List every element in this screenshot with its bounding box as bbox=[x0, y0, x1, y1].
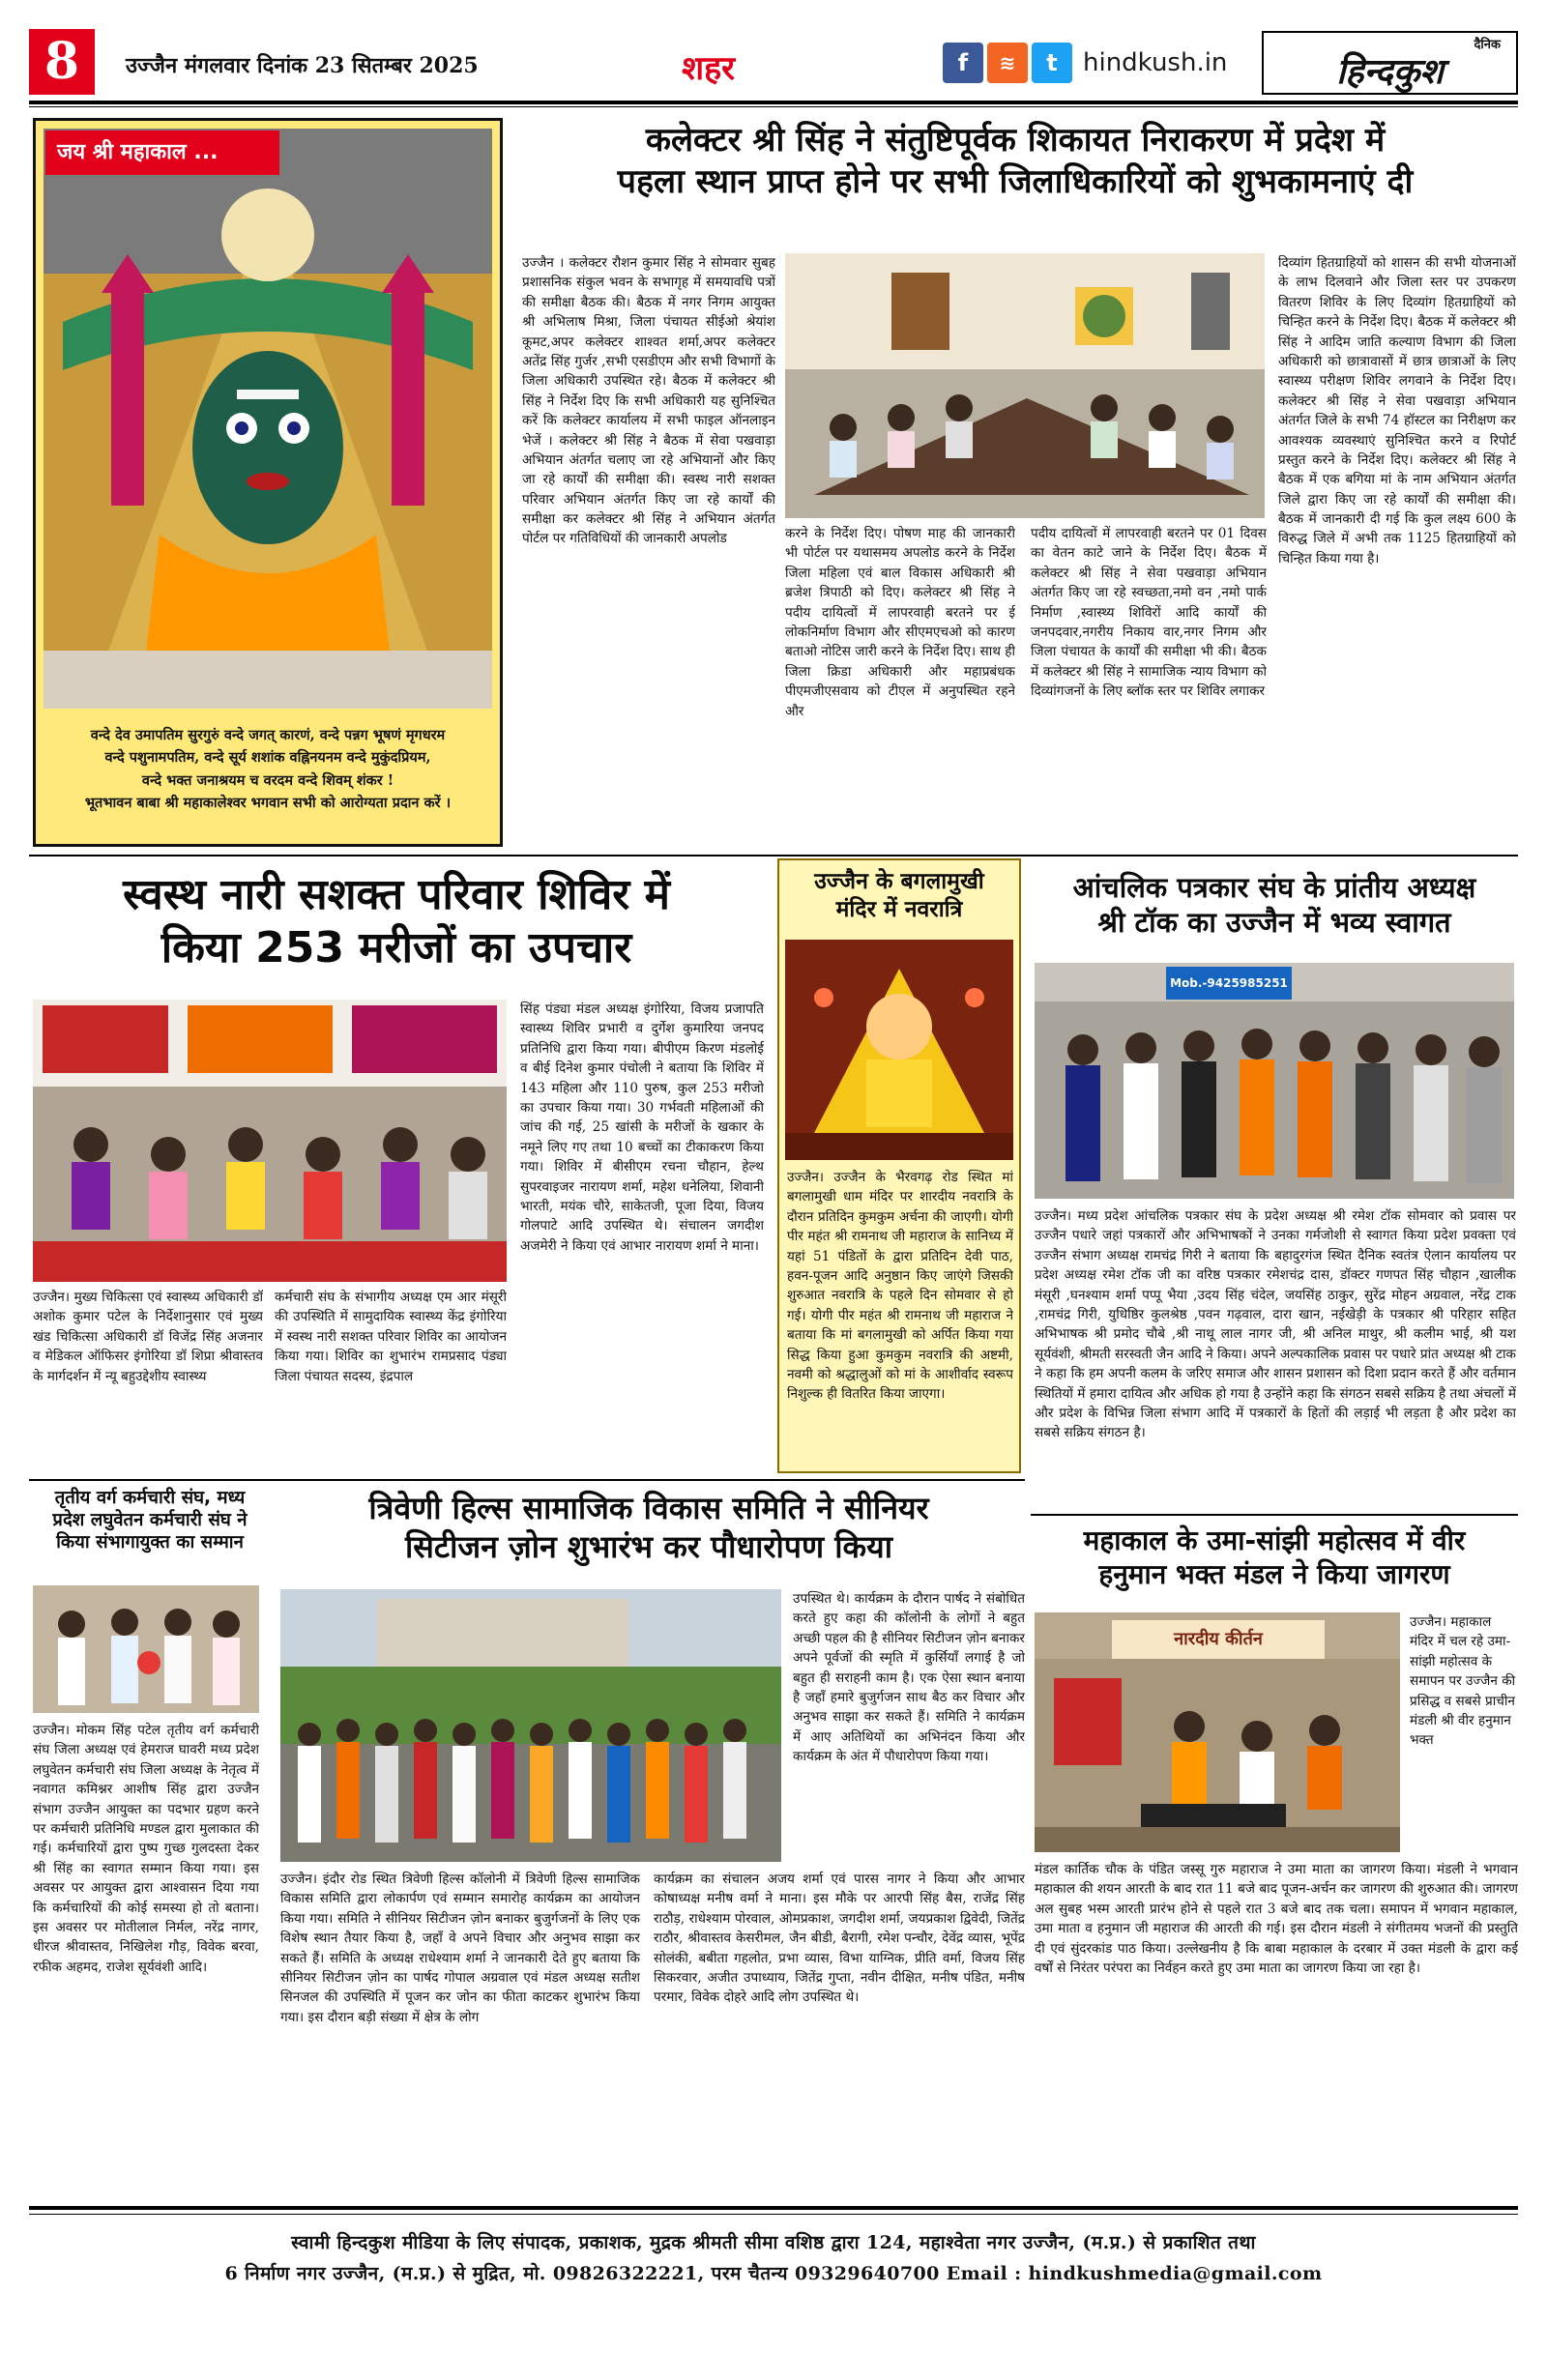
facebook-icon[interactable]: f bbox=[943, 43, 983, 83]
twitter-icon[interactable]: t bbox=[1032, 43, 1072, 83]
camp-headline-line-1: स्वस्थ नारी सशक्त परिवार शिविर में bbox=[123, 870, 670, 919]
triveni-column-1: उज्जैन। इंदौर रोड स्थित त्रिवेणी हिल्स कॉलोनी में त्रिवेणी हिल्स सामाजिक विकास समिति द्वारा लोकार्पण एवं सम्मान समारोह कार्यक्रम का आयोजन किया गया। समिति ने सीनियर सिटीजन ज़ोन बनाकर बुजुर्गजनों के लिए एक विशेष स्थान तैयार किया है, जहाँ वे अपने विचार और अनुभव साझा कर सकते हैं। समिति के अध्यक्ष राधेश्याम शर्मा ने जानकारी देते हुए बताया कि सीनियर सिटीजन ज़ोन का पार्षद गोपाल अग्रवाल एवं मंडल अध्यक्ष सतीश सिनजल की उपस्थिति में पूजन कर जोन का फीता काटकर शुभारंभ किया गया। इस दौरान बड़ी संख्या में क्षेत्र के लोग bbox=[280, 1872, 640, 2025]
triveni-group-illustration bbox=[280, 1589, 781, 1862]
mahakal-shringar-photo bbox=[44, 129, 492, 709]
imprint-line-1: स्वामी हिन्दकुश मीडिया के लिए संपादक, प्रकाशक, मुद्रक श्रीमती सीमा वशिष्ठ द्वारा 124, महाश्वेता नगर उज्जैन, (म.प्र.) से प्रकाशित तथा bbox=[291, 2232, 1256, 2253]
masthead-rule bbox=[29, 101, 1518, 104]
shloka-line-1: वन्दे देव उमापतिम सुरगुरुं वन्दे जगत् कारणं, वन्दे पन्नग भूषणं मृगधरम bbox=[90, 727, 446, 743]
shloka-line-3: वन्दे भक्त जनाश्रयम च वरदम वन्दे शिवम् शंकर ! bbox=[141, 771, 394, 789]
mahakal-darshan-panel bbox=[33, 118, 503, 847]
employees-body: उज्जैन। मोकम सिंह पटेल तृतीय वर्ग कर्मचारी संघ जिला अध्यक्ष एवं हेमराज घावरी मध्य प्रदेश लघुवेतन कर्मचारी संघ जिला अध्यक्ष के नेतृत्व में नवागत कमिश्नर आशीष सिंह द्वारा उज्जैन संभाग उज्जैन आयुक्त का पदभार ग्रहण करने पर कर्मचारी प्रतिनिधि मण्डल द्वारा मुलाकात की गई। कर्मचारियों द्वारा पुष्प गुच्छ गुलदस्ता देकर श्री सिंह का स्वागत सम्मान किया गया। इस अवसर पर आयुक्त द्वारा आश्वासन दिया गया कि कर्मचारियों की कोई समस्या हो तो बताना। इस अवसर पर मोतीलाल निर्मल, नरेंद्र नागर, धीरज श्रीवास्तव, निखिलेश गौड़, विवेक बरवा, रफीक अहमद, राजेश सूर्यवंशी आदि। bbox=[33, 1723, 259, 1975]
jagaran-banner: नारदीय कीर्तन bbox=[1112, 1620, 1325, 1659]
mahakal-side-column: उज्जैन। महाकाल मंदिर में चल रहे उमा-सांझी महोत्सव के समापन पर उज्जैन की प्रसिद्ध व सबसे प्राचीन मंडली श्री वीर हनुमान भक्त bbox=[1410, 1614, 1516, 1749]
mahakal-body: मंडल कार्तिक चौक के पंडित जस्सू गुरु महाराज ने उमा माता का जागरण किया। मंडली ने भगवान महाकाल की शयन आरती के बाद रात 11 बजे बाद पूजन-अर्चन कर जागरण की शुरुआत की। जागरण अल सुबह भस्म आरती प्रारंभ होने से पहले रात 3 बजे बाद तक चला। समापन में भगवान महाकाल, उमा माता व हनुमान जी महाराज की आरती की गई। इस दौरान मंडली ने संगीतमय भजनों की प्रस्तुति दी एवं सुंदरकांड पाठ किया। उल्लेखनीय है कि बाबा महाकाल के दरबार में उक्त मंडली के द्वारा कई वर्षों से निरंतर परंपरा का निर्वहन करते हुए उमा माता का जागरण किया जा रहा है। bbox=[1035, 1862, 1518, 1976]
camp-column-3: सिंह पंड्या मंडल अध्यक्ष इंगोरिया, विजय प्रजापति स्वास्थ्य शिविर प्रभारी व दुर्गेश कुमारिया जनपद प्रतिनिधि द्वारा किया गया। बीपीएम किरण मंडलोई व बीई दिनेश कुमार पंचोली ने बताया कि शिविर में 143 महिला और 110 पुरुष, कुल 253 मरीजो का उपचार किया गया। 30 गर्भवती महिलाओं की जांच की गई, 25 खांसी के मरीजों के खकार के नमूने लिए गए तथा 10 बच्चों का टीकाकरण किया गया। शिविर में बीसीएम रचना चौहान, हेल्थ सुपरवाइजर नारायण शर्मा, महेश धनेलिया, शिवानी भारती, मयंक चौरे, साकेतजी, पूजा दिया, विजय गोलपाटे आदि उपस्थित थे। संचालन जगदीश अजमेरी ने किया एवं आभार नारायण शर्मा ने माना। bbox=[520, 1001, 764, 1254]
jagaran-illustration bbox=[1035, 1659, 1400, 1852]
press-group-illustration bbox=[1035, 1001, 1514, 1199]
mahakal-headline-line-1: महाकाल के उमा-सांझी महोत्सव में वीर bbox=[1083, 1524, 1466, 1556]
masthead-rule-thin bbox=[29, 106, 1518, 107]
mahakal-shringar-illustration bbox=[44, 129, 492, 709]
camp-headline-line-2: किया 253 मरीजों का उपचार bbox=[161, 923, 632, 972]
shloka-line-4: भूतभावन बाबा श्री महाकालेश्वर भगवान सभी को आरोग्यता प्रदान करें । bbox=[84, 795, 452, 812]
health-camp-photo bbox=[33, 1000, 507, 1282]
section-rule-2 bbox=[29, 1479, 1025, 1481]
employees-headline-line-1: तृतीय वर्ग कर्मचारी संघ, मध्य bbox=[54, 1488, 246, 1508]
mahakal-headline bbox=[1031, 1524, 1518, 1591]
newspaper-logo bbox=[1262, 31, 1518, 95]
jai-shri-mahakal-tag: जय श्री महाकाल ... bbox=[45, 131, 279, 175]
lead-headline bbox=[512, 120, 1518, 202]
lead-headline-line-2: पहला स्थान प्राप्त होने पर सभी जिलाधिकारियों को शुभकामनाएं दी bbox=[617, 161, 1414, 201]
lead-column-3: पदीय दायित्वों में लापरवाही बरतने पर 01 दिवस का वेतन काटे जाने के निर्देश दिए। बैठक में कलेक्टर श्री सिंह ने सेवा पखवाड़ा अभियान अंतर्गत किए जा रहे स्वच्छता,नमो वन ,नमो पार्क निर्माण ,स्वास्थ्य शिविरों आदि कार्यों की जनपदवार,नगरीय निकाय वार,नगर निगम और जिला पंचायत के कार्यों की समीक्षा भी की। बैठक में कलेक्टर श्री सिंह ने सामाजिक न्याय विभाग को दिव्यांगजनों के लिए ब्लॉक स्तर पर शिविर लगाकर bbox=[1031, 526, 1267, 700]
camp-column-2: कर्मचारी संघ के संभागीय अध्यक्ष एम आर मंसूरी की उपस्थिति में सामुदायिक स्वास्थ्य केंद्र इंगोरिया में स्वस्थ नारी सशक्त परिवार शिविर का आयोजन किया गया। शिविर का शुभारंभ रामप्रसाद पंड्या जिला पंचायत सदस्य, इंद्रपाल bbox=[275, 1290, 507, 1384]
press-welcome-photo bbox=[1035, 963, 1514, 1199]
camp-headline bbox=[29, 868, 764, 974]
employees-headline bbox=[29, 1487, 271, 1553]
lead-column-2: करने के निर्देश दिए। पोषण माह की जानकारी भी पोर्टल पर यथासमय अपलोड करने के निर्देश जिला महिला एवं बाल विकास अधिकारी श्री ब्रजेश त्रिपाठी को दिए। कलेक्टर श्री सिंह ने पदीय दायित्वों में लापरवाही बरतने पर ई लोकनिर्माण विभाग और सीएमएचओ को कारण बताओ नोटिस जारी करने के निर्देश दिए। साथ ही जिला क्रिडा अधिकारी और महाप्रबंधक पीएमजीएसवाय को टीएल में अनुपस्थित रहने और bbox=[785, 526, 1015, 719]
employees-headline-line-2: प्रदेश लघुवेतन कर्मचारी संघ ने bbox=[52, 1510, 248, 1531]
triveni-headline-line-1: त्रिवेणी हिल्स सामाजिक विकास समिति ने सीनियर bbox=[368, 1490, 929, 1526]
press-banner-phone: Mob.-9425985251 bbox=[1166, 967, 1292, 1000]
navratri-headline bbox=[783, 868, 1015, 924]
navratri-headline-line-2: मंदिर में नवरात्रि bbox=[835, 896, 963, 922]
baglamukhi-idol-illustration bbox=[785, 940, 1013, 1160]
section-rule-3 bbox=[1031, 1514, 1518, 1516]
jagaran-photo bbox=[1035, 1612, 1400, 1852]
lead-headline-line-1: कलेक्टर श्री सिंह ने संतुष्टिपूर्वक शिकायत निराकरण में प्रदेश में bbox=[645, 121, 1386, 160]
rss-icon[interactable]: ≋ bbox=[987, 43, 1028, 83]
navratri-headline-line-1: उज्जैन के बगलामुखी bbox=[814, 869, 984, 894]
dateline: उज्जैन मंगलवार दिनांक 23 सितम्बर 2025 bbox=[126, 53, 479, 78]
mahakal-headline-line-2: हनुमान भक्त मंडल ने किया जागरण bbox=[1098, 1558, 1450, 1590]
page-number: 8 bbox=[29, 29, 95, 95]
footer-rule-thin bbox=[29, 2214, 1518, 2215]
navratri-body: उज्जैन। उज्जैन के भैरवगढ़ रोड स्थित मां बगलामुखी धाम मंदिर पर शारदीय नवरात्रि के दौरान प्रतिदिन कुमकुम अर्चना की जाएगी। योगी पीर महंत श्री रामनाथ जी महाराज के सानिध्य में यहां 51 पंडितों के द्वारा प्रतिदिन देवी पाठ, हवन-पूजन आदि अनुष्ठान किए जाएंगे जिसकी शुरुआत नवरात्रि के पहले दिन सोमवार से हो गई। योगी पीर महंत श्री रामनाथ जी महाराज ने बताया कि मां बगलामुखी को अर्पित किया गया सिद्ध किया हुआ कुमकुम नवरात्रि की अष्टमी, नवमी को श्रद्धालुओं को मां के आशीर्वाद स्वरूप निशुल्क ही वितरित किया जाएगा। bbox=[787, 1170, 1013, 1403]
shloka-line-2: वन्दे पशुनामपतिम, वन्दे सूर्य शशांक वह्निनयनम वन्दे मुकुंदप्रियम, bbox=[104, 749, 431, 767]
press-headline-line-2: श्री टॉक का उज्जैन में भव्य स्वागत bbox=[1097, 906, 1451, 940]
health-camp-illustration bbox=[33, 1000, 507, 1282]
shloka-text bbox=[42, 724, 494, 815]
lead-column-4: दिव्यांग हितग्राहियों को शासन की सभी योजनाओं के लाभ दिलवाने और जिला स्तर पर उपकरण वितरण शिविर के लिए दिव्यांग हितग्राहियों को चिन्हित करने के निर्देश दिए। बैठक में कलेक्टर श्री सिंह ने आदिम जाति कल्याण विभाग की जिला अधिकारी को छात्रावासों में छात्र छात्राओं के लिए स्वास्थ्य परीक्षण शिविर लगवाने के निर्देश दिए। कलेक्टर श्री सिंह ने सेवा पखवाड़ा अभियान अंतर्गत जिले के सभी 74 हॉस्टल का निरीक्षण कर आवश्यक व्यवस्थाएं सुनिश्चित करने व रिपोर्ट प्रस्तुत करने के निर्देश दिए। कलेक्टर श्री सिंह ने बैठक में एक बगिया मां के नाम अभियान अंतर्गत जिले द्वारा किए जा रहे कार्यों की समीक्षा की। बैठक में जानकारी दी गई कि कुल लक्ष्य 600 के विरुद्ध जिले में अभी तक 1125 हितग्राहियों को चिन्हित किया गया है। bbox=[1278, 255, 1516, 566]
triveni-headline bbox=[273, 1489, 1025, 1566]
website-link[interactable]: hindkush.in bbox=[1083, 48, 1228, 77]
section-rule-1 bbox=[29, 855, 1518, 856]
press-body: उज्जैन। मध्य प्रदेश आंचलिक पत्रकार संघ के प्रदेश अध्यक्ष श्री रमेश टॉक सोमवार को प्रवास पर उज्जैन पधारे जहां पत्रकारों और अभिभाषकों ने उनका गर्मजोशी से स्वागत किया प्रदेश प्रवक्ता एवं उज्जैन संभाग अध्यक्ष रामचंद्र गिरी ने बताया कि बहादुरगंज स्थित दैनिक स्वतंत्र ऐलान कार्यालय पर प्रदेश अध्यक्ष रमेश टॉक जी का वरिष्ठ पत्रकार रमेशचंद्र दास, डॉक्टर गणपत सिंह चौहान ,खालीक मंसूरी ,घनश्याम शर्मा पप्पू भैया ,उदय सिंह चंदेल, जयसिंह ठाकुर, सुरेंद्र मोहन अग्रवाल, नरेंद्र टाक ,रामचंद्र गिरी, युधिष्ठिर कुलश्रेष्ठ ,पवन गढ़वाल, दारा खान, नईखेड़ी के पत्रकार श्री परिहार सहित अभिभाषक श्री प्रमोद चौबे ,श्री नाथू लाल नागर जी, श्री अनिल माथुर, श्री कलीम भाई, श्री यश सूर्यवंशी, श्रीमती सरस्वती जैन आदि ने किया। अपने अल्पकालिक प्रवास पर पधारे प्रांत अध्यक्ष श्री टाक ने कहा कि हम अपनी कलम के जरिए समाज और शासन प्रशासन को दिशा प्रदान करते हैं और वर्तमान स्थितियों में हमारा दायित्व और अधिक हो गया है उन्होंने कहा कि संगठन सबसे सक्रिय है तथा अंचलों में और प्रदेश के विभिन्न जिला संभाग आदि में पत्रकारों के हितों की लड़ाई भी लड़ता है और प्रदेश का सबसे सक्रिय संगठन है। bbox=[1035, 1208, 1516, 1441]
triveni-column-3: कार्यक्रम का संचालन अजय शर्मा एवं पारस नागर ने किया और आभार कोषाध्यक्ष मनीष वर्मा ने माना। इस मौके पर आरपी सिंह बैस, राजेंद्र सिंह राठौड़, राधेश्याम पोरवाल, ओमप्रकाश, जगदीश शर्मा, जयप्रकाश द्विवेदी, जितेंद्र राठौर, श्रीवास्तव केसरीमल, जैन बीडी, बैरागी, रमेश पन्चौर, देवेंद्र व्यास, भूपेंद्र सोलंकी, बबीता गहलोत, प्रभा व्यास, विभा याग्निक, प्रीति वर्मा, विजय सिंह सिकरवार, अजीत उपाध्याय, जितेंद्र गुप्ता, नवीन दीक्षित, मनीष पंडित, मनीष परमार, विवेक दोहरे आदि लोग उपस्थित थे। bbox=[654, 1872, 1025, 2006]
triveni-headline-line-2: सिटीजन ज़ोन शुभारंभ कर पौधारोपण किया bbox=[405, 1528, 892, 1565]
navratri-box bbox=[777, 858, 1021, 1473]
section-name: शहर bbox=[682, 49, 736, 88]
collector-meeting-photo bbox=[785, 253, 1265, 518]
employees-felicitation-illustration bbox=[33, 1585, 259, 1713]
imprint-line-2: 6 निर्माण नगर उज्जैन, (म.प्र.) से मुद्रित, मो. 09826322221, परम चैतन्य 09329640700 Email : hindkushmedia@gmail.com bbox=[224, 2263, 1323, 2284]
logo-name: हिन्दकुश bbox=[1336, 51, 1444, 92]
triveni-group-photo bbox=[280, 1589, 781, 1862]
lead-column-1: उज्जैन । कलेक्टर रौशन कुमार सिंह ने सोमवार सुबह प्रशासनिक संकुल भवन के सभागृह में समयावधि पत्रों की समीक्षा बैठक की। बैठक में नगर निगम आयुक्त श्री अभिलाष मिश्रा, जिला पंचायत सीईओ श्रेयांश कूमट,अपर कलेक्टर शाश्वत शर्मा,अपर कलेक्टर अतेंद्र सिंह गुर्जर ,सभी एसडीएम और सभी विभागों के जिला अधिकारी उपस्थित रहे। बैठक में कलेक्टर श्री सिंह ने निर्देश दिए कि सभी अधिकारी यह सुनिश्चित करें कि कलेक्टर कार्यालय में सभी फाइल ऑनलाइन भेजें । कलेक्टर श्री सिंह ने बैठक में सेवा पखवाड़ा अभियान अंतर्गत चलाए जा रहे अभियानों और किए जा रहे कार्यों की समीक्षा की। स्वस्थ नारी सशक्त परिवार अभियान अंतर्गत किए जा रहे कार्यों की समीक्षा कर कलेक्टर श्री सिंह ने अभियान अंतर्गत पोर्टल पर गतिविधियों की जानकारी अपलोड bbox=[522, 255, 775, 547]
triveni-column-2: उपस्थित थे। कार्यक्रम के दौरान पार्षद ने संबोधित करते हुए कहा की कॉलोनी के लोगों ने बहुत अच्छी पहल की है सीनियर सिटीजन ज़ोन बनाकर अपने पूर्वजों की स्मृति में कुर्सियाँ लगाई है जो बहुत ही सराहनी काम है। एक ऐसा स्थान बनाया है जहाँ हमारे बुजुर्गजन साथ बैठ कर विचार और अनुभव साझा कर सकते हैं। समिति ने कार्यक्रम में आए अतिथियों का अभिनंदन किया और कार्यक्रम के अंत में पौधारोपण किया गया। bbox=[793, 1591, 1025, 1765]
logo-small-text: दैनिक bbox=[1474, 38, 1501, 52]
camp-column-1: उज्जैन। मुख्य चिकित्सा एवं स्वास्थ्य अधिकारी डॉ अशोक कुमार पटेल के निर्देशानुसार एवं मुख्य खंड चिकित्सा अधिकारी डॉ विजेंद्र सिंह अजनार व मेडिकल ऑफिसर इंगोरिया डॉ शिप्रा श्रीवास्तव के मार्गदर्शन में न्यू बहुउद्देशीय स्वास्थ्य bbox=[33, 1290, 263, 1384]
meeting-hall-illustration bbox=[785, 253, 1265, 518]
baglamukhi-temple-photo bbox=[785, 940, 1013, 1160]
press-headline bbox=[1031, 870, 1518, 941]
employees-felicitation-photo bbox=[33, 1585, 259, 1713]
employees-headline-line-3: किया संभागायुक्त का सम्मान bbox=[56, 1532, 244, 1553]
footer-rule bbox=[29, 2206, 1518, 2210]
press-headline-line-1: आंचलिक पत्रकार संघ के प्रांतीय अध्यक्ष bbox=[1072, 871, 1476, 904]
